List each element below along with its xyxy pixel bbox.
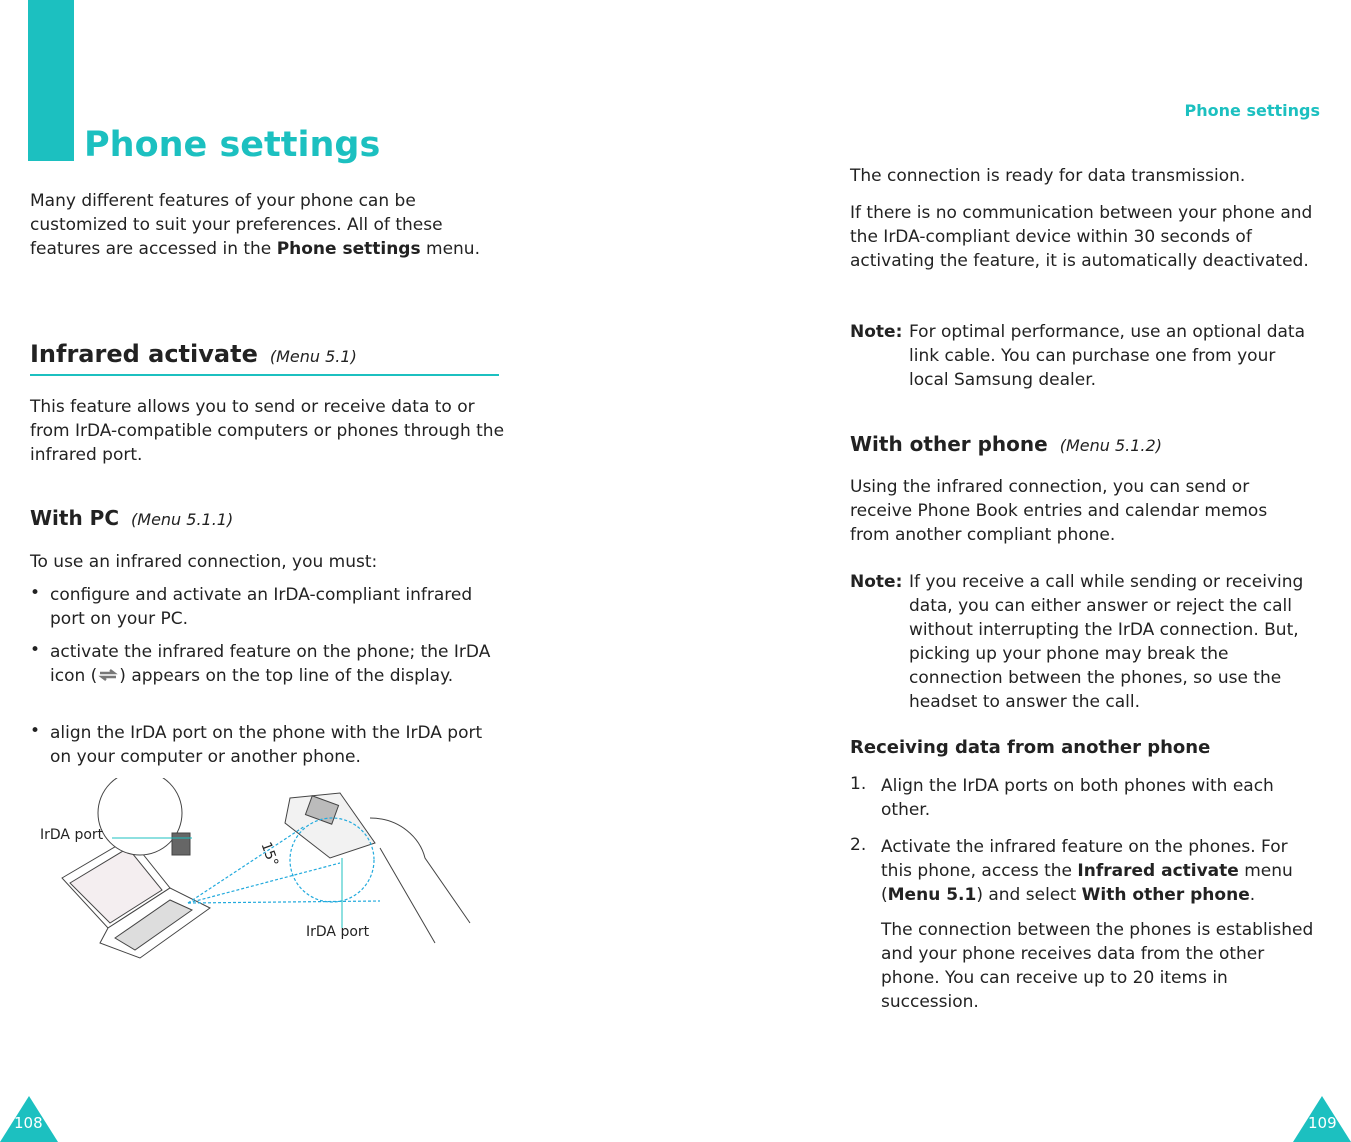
paragraph: The connection is ready for data transmission. — [850, 166, 1246, 186]
with-pc-lead: To use an infrared connection, you must: — [30, 552, 378, 572]
subsection-heading-with-other-phone: With other phone (Menu 5.1.2) — [850, 432, 1162, 456]
angle-label: 15° — [257, 839, 282, 869]
irda-port-label-phone: IrDA port — [306, 924, 370, 940]
step-item: 1. Align the IrDA ports on both phones with each other. — [850, 774, 1274, 820]
bullet-item: • activate the infrared feature on the phone; the IrDA icon ( ) appears on the top line of the display. — [30, 640, 491, 686]
paragraph: If there is no communication between your phone and the IrDA-compliant device within 30 seconds of activating the feature, it is automatically deactivated. — [850, 203, 1313, 271]
step-item: 2. Activate the infrared feature on the phones. For this phone, access the Infrared activate menu (Menu 5.1) and select With other phone. The connection between the phones is established and your phone receives data from the other phone. You can receive up to 20 items in succession. — [850, 835, 1314, 1012]
bullet-item: • configure and activate an IrDA-compliant infrared port on your PC. — [30, 583, 473, 629]
laptop-phone-illustration — [40, 778, 480, 988]
paragraph: Using the infrared connection, you can send or receive Phone Book entries and calendar memos from another compliant phone. — [850, 477, 1268, 545]
note-incoming-call: Note: If you receive a call while sending or receiving data, you can either answer or reject the call without interrupting the IrDA connection. But, picking up your phone may break the connection between the phones, so use the headset to answer the call. — [850, 572, 1304, 712]
intro-paragraph: Many different features of your phone can be customized to suit your preferences. All of these features are accessed in the Phone settings menu. — [30, 191, 480, 259]
running-header: Phone settings — [1184, 101, 1320, 120]
receiving-heading: Receiving data from another phone — [850, 737, 1211, 758]
page-number-109: 109 — [1308, 1114, 1337, 1132]
irda-icon — [97, 666, 119, 682]
section-body: This feature allows you to send or receive data to or from IrDA-compatible computers or phones through the infrared port. — [30, 397, 505, 465]
irda-port-label-pc: IrDA port — [40, 827, 104, 843]
page-number-108: 108 — [14, 1114, 43, 1132]
note-data-cable: Note: For optimal performance, use an optional data link cable. You can purchase one from your local Samsung dealer. — [850, 322, 1306, 390]
section-rule — [30, 374, 499, 376]
section-heading: Infrared activate (Menu 5.1) — [30, 340, 357, 368]
chapter-title: Phone settings — [84, 125, 381, 165]
bullet-item: • align the IrDA port on the phone with the IrDA port on your computer or another phone. — [30, 721, 483, 767]
subsection-heading-with-pc: With PC (Menu 5.1.1) — [30, 506, 234, 530]
irda-illustration — [40, 778, 480, 988]
chapter-tab-bar — [28, 0, 74, 161]
